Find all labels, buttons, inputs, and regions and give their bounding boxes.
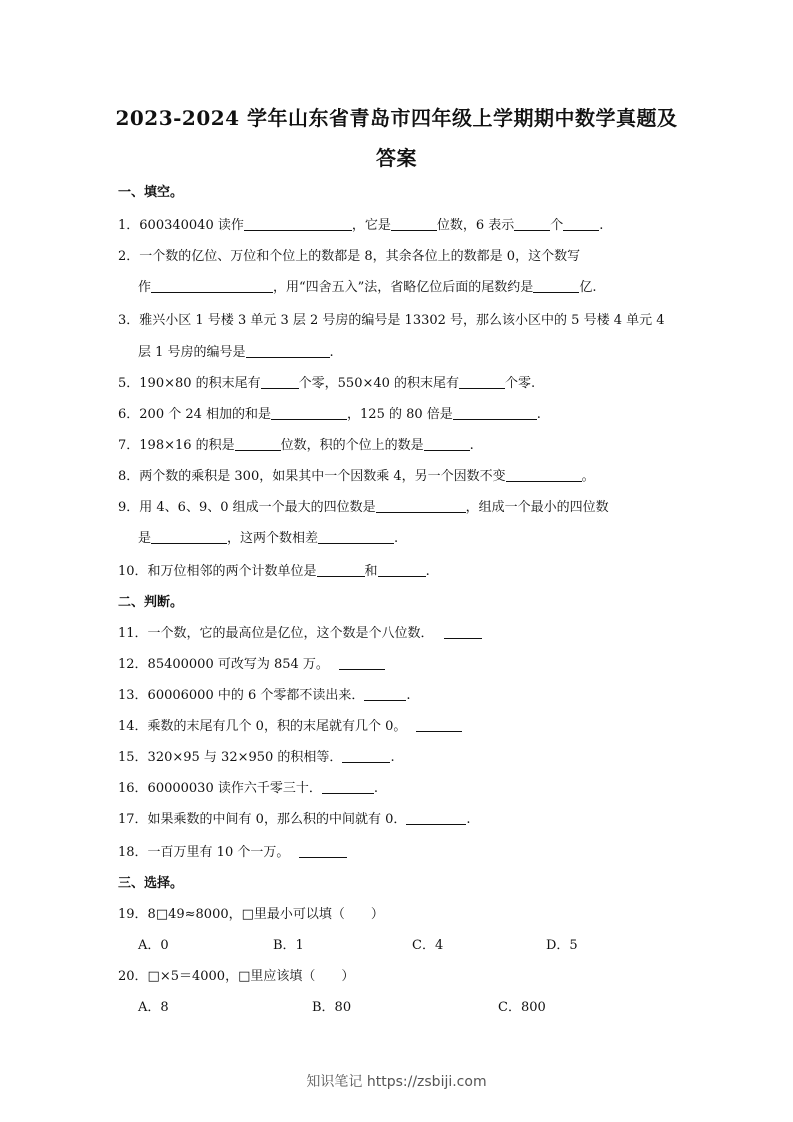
question-text: 个零，550×40 的积末尾有 xyxy=(298,376,460,391)
question-text: 亿. xyxy=(579,280,597,295)
question-9-continued xyxy=(138,530,398,548)
question-text: ，它是 xyxy=(351,218,391,233)
option-a[interactable]: A．8 xyxy=(138,1000,169,1015)
question-3-continued xyxy=(138,344,334,362)
answer-blank[interactable] xyxy=(378,563,426,577)
answer-blank[interactable] xyxy=(322,780,374,794)
answer-blank[interactable] xyxy=(151,279,273,293)
question-text: 14．乘数的末尾有几个 0，积的末尾就有几个 0。 xyxy=(118,719,407,734)
question-text: 。 xyxy=(581,469,595,484)
question-20: 20．□×5＝4000，□里应该填（ ） xyxy=(118,969,355,984)
answer-blank[interactable] xyxy=(453,406,537,420)
answer-blank[interactable] xyxy=(444,625,482,639)
question-text: 9．用 4、6、9、0 组成一个最大的四位数是 xyxy=(118,500,376,515)
question-3: 3．雅兴小区 1 号楼 3 单元 3 层 2 号房的编号是 13302 号，那么该小区中的 5 号楼 4 单元 4 xyxy=(118,313,665,328)
answer-blank[interactable] xyxy=(514,217,550,231)
question-text: ，125 的 80 倍是 xyxy=(347,407,453,422)
question-9 xyxy=(118,499,609,517)
option-b[interactable]: B．1 xyxy=(273,938,304,953)
answer-blank[interactable] xyxy=(406,811,466,825)
question-text: 1．600340040 读作 xyxy=(118,218,244,233)
answer-blank[interactable] xyxy=(246,344,330,358)
answer-blank[interactable] xyxy=(533,279,579,293)
question-text: . xyxy=(599,218,604,233)
answer-blank[interactable] xyxy=(271,406,347,420)
question-text: . xyxy=(373,781,378,796)
answer-blank[interactable] xyxy=(151,530,227,544)
question-text: . xyxy=(394,531,399,546)
question-text: ，这两个数相差 xyxy=(227,531,319,546)
question-text: 12．85400000 可改写为 854 万。 xyxy=(118,657,329,672)
question-text: 个 xyxy=(550,218,564,233)
question-text: 位数，6 表示 xyxy=(436,218,515,233)
question-2: 2．一个数的亿位、万位和个位上的数都是 8，其余各位上的数都是 0，这个数写 xyxy=(118,249,581,264)
question-text: ，组成一个最小的四位数 xyxy=(465,500,609,515)
answer-blank[interactable] xyxy=(261,375,299,389)
question-19: 19．8□49≈8000，□里最小可以填（ ） xyxy=(118,907,384,922)
question-17 xyxy=(118,811,471,829)
question-7 xyxy=(118,437,474,455)
watermark-footer: 知识笔记 https://zsbiji.com xyxy=(306,1074,487,1090)
question-text: . xyxy=(469,438,474,453)
question-text: . xyxy=(536,407,541,422)
question-1 xyxy=(118,217,603,235)
question-text: . xyxy=(425,564,430,579)
question-text: 15．320×95 与 32×950 的积相等． xyxy=(118,750,343,765)
question-text: 和 xyxy=(364,564,378,579)
section-fill-in-heading: 一、填空。 xyxy=(118,185,184,200)
answer-blank[interactable] xyxy=(506,468,582,482)
answer-blank[interactable] xyxy=(391,217,437,231)
question-text: 是 xyxy=(138,531,152,546)
question-text: 18．一百万里有 10 个一万。 xyxy=(118,845,290,860)
answer-blank[interactable] xyxy=(244,217,352,231)
question-text: 11．一个数，它的最高位是亿位，这个数是个八位数． xyxy=(118,626,434,641)
question-text: . xyxy=(390,750,395,765)
answer-blank[interactable] xyxy=(459,375,505,389)
answer-blank[interactable] xyxy=(364,687,406,701)
question-text: ，用“四舍五入”法，省略亿位后面的尾数约是 xyxy=(273,280,534,295)
question-2-continued xyxy=(138,279,596,297)
question-text: 7．198×16 的积是 xyxy=(118,438,235,453)
answer-blank[interactable] xyxy=(376,499,466,513)
option-b[interactable]: B．80 xyxy=(312,1000,352,1015)
question-18 xyxy=(118,844,347,862)
question-text: 6．200 个 24 相加的和是 xyxy=(118,407,272,422)
question-13 xyxy=(118,687,411,705)
question-text: . xyxy=(466,812,471,827)
section-choice-heading: 三、选择。 xyxy=(118,876,184,891)
question-text: 17．如果乘数的中间有 0，那么积的中间就有 0． xyxy=(118,812,407,827)
section-judge-heading: 二、判断。 xyxy=(118,595,184,610)
question-12 xyxy=(118,656,385,674)
answer-blank[interactable] xyxy=(318,530,394,544)
answer-blank[interactable] xyxy=(563,217,599,231)
question-15 xyxy=(118,749,395,767)
question-14 xyxy=(118,718,462,736)
question-text: . xyxy=(329,345,334,360)
question-text: 位数，积的个位上的数是 xyxy=(280,438,424,453)
question-text: 层 1 号房的编号是 xyxy=(138,345,246,360)
question-text: . xyxy=(406,688,411,703)
page-title: 2023-2024 学年山东省青岛市四年级上学期期中数学真题及 xyxy=(115,106,678,130)
answer-blank[interactable] xyxy=(339,656,385,670)
option-c[interactable]: C．4 xyxy=(412,938,444,953)
option-d[interactable]: D．5 xyxy=(546,938,578,953)
question-text: 13．60006000 中的 6 个零都不读出来． xyxy=(118,688,365,703)
answer-blank[interactable] xyxy=(424,437,470,451)
question-text: 16．60000030 读作六千零三十． xyxy=(118,781,322,796)
question-text: 作 xyxy=(138,280,152,295)
answer-blank[interactable] xyxy=(416,718,462,732)
question-16 xyxy=(118,780,378,798)
answer-blank[interactable] xyxy=(342,749,390,763)
question-text: 5．190×80 的积末尾有 xyxy=(118,376,261,391)
page-title-continued: 答案 xyxy=(376,146,417,170)
question-text: 10．和万位相邻的两个计数单位是 xyxy=(118,564,317,579)
answer-blank[interactable] xyxy=(317,563,365,577)
question-5 xyxy=(118,375,535,393)
question-text: 个零. xyxy=(505,376,536,391)
question-6 xyxy=(118,406,541,424)
question-11 xyxy=(118,625,482,643)
option-a[interactable]: A．0 xyxy=(138,938,169,953)
answer-blank[interactable] xyxy=(235,437,281,451)
question-text: 8．两个数的乘积是 300，如果其中一个因数乘 4，另一个因数不变 xyxy=(118,469,506,484)
option-c[interactable]: C．800 xyxy=(498,1000,546,1015)
answer-blank[interactable] xyxy=(299,844,347,858)
question-8 xyxy=(118,468,595,486)
question-10 xyxy=(118,563,430,581)
